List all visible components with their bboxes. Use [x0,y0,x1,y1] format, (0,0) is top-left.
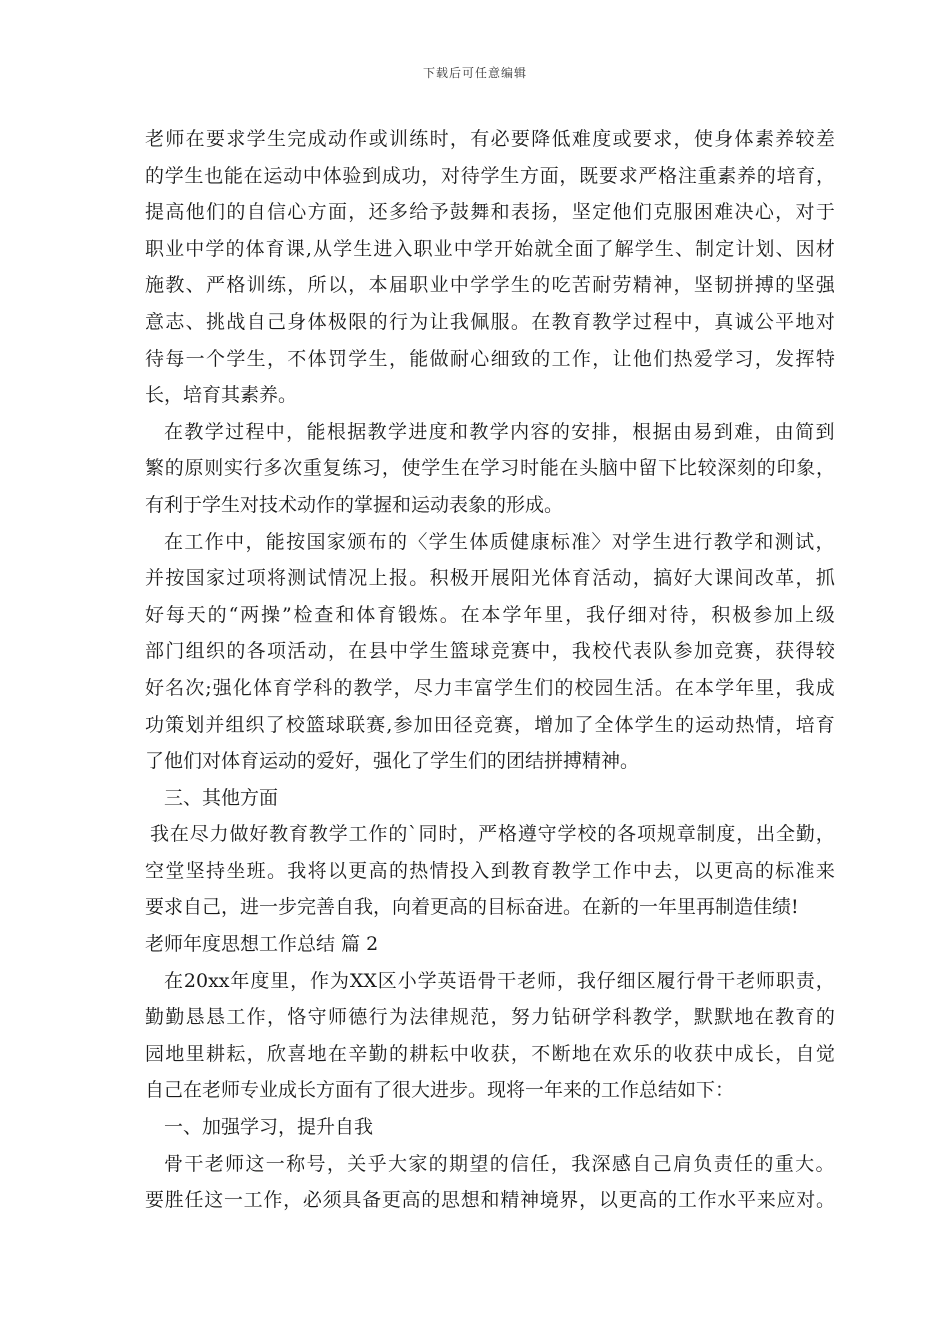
text-line [145,1109,835,1146]
text-line: 繁 的 原 则 实 行 多 次 重 复 练 习 ， 使 学 生 在 学 习 时 能 在 头 脑 中 留 下 比 较 深 刻 的 印 象 ， [145,457,835,480]
text-line: 空 堂 坚 持 坐 班 。 我 将 以 更 高 的 热 情 投 入 到 教 育 教 学 工 作 中 去 ， 以 更 高 的 标 准 来 [145,859,835,882]
text-line [145,1072,835,1109]
line-text: 一、加强学习，提升自我 [164,1116,374,1139]
text-line [145,377,835,414]
text-line: 老 师 在 要 求 学 生 完 成 动 作 或 训 练 时 ， 有 必 要 降 低 难 度 或 要 求 ， 使 身 体 素 养 较 差 [145,128,835,150]
text-line [145,780,835,817]
text-line [145,743,835,780]
text-line [145,889,835,926]
text-line: 在 工 作 中 ， 能 按 国 家 颁 布 的 〈 学 生 体 质 健 康 标 准 〉 对 学 生 进 行 教 学 和 测 试 ， [164,530,835,553]
text-line: 园 地 里 耕 耘 ， 欣 喜 地 在 辛 勤 的 耕 耘 中 收 获 ， 不 断 地 在 欢 乐 的 收 获 中 成 长 ， 自 觉 [145,1042,835,1065]
text-line: 施 教 、 严 格 训 练 ， 所 以 ， 本 届 职 业 中 学 学 生 的 吃 苦 耐 劳 精 神 ， 坚 韧 拼 搏 的 坚 强 [145,274,835,297]
text-line: 并 按 国 家 过 项 将 测 试 情 况 上 报 。 积 极 开 展 阳 光 体 育 活 动 ， 搞 好 大 课 间 改 革 ， 抓 [145,567,835,590]
text-line: 部 门 组 织 的 各 项 活 动 ， 在 县 中 学 生 篮 球 竞 赛 中 ， 我 校 代 表 队 参 加 竞 赛 ， 获 得 较 [145,640,835,663]
text-line: 勤 勤 恳 恳 工 作 ， 恪 守 师 德 行 为 法 律 规 范 ， 努 力 钻 研 学 科 教 学 ， 默 默 地 在 教 育 的 [145,1006,835,1029]
text-line: 要 胜 任 这 一 工 作 ， 必 须 具 备 更 高 的 思 想 和 精 神 境 界 ， 以 更 高 的 工 作 水 平 来 应 对 。 [145,1189,835,1212]
line-text: 老师年度思想工作总结 篇 2 [145,933,379,956]
text-line: 待 每 一 个 学 生 ， 不 体 罚 学 生 ， 能 做 耐 心 细 致 的 工 作 ， 让 他 们 热 爱 学 习 ， 发 挥 特 [145,347,835,370]
text-line: 的 学 生 也 能 在 运 动 中 体 验 到 成 功 ， 对 待 学 生 方 面 ， 既 要 求 严 格 注 重 素 养 的 培 育 ， [145,164,835,187]
text-line: 骨 干 老 师 这 一 称 号 ， 关 乎 大 家 的 期 望 的 信 任 ， 我 深 感 自 己 肩 负 责 任 的 重 大 。 [164,1152,835,1175]
line-text: 长，培育其素养。 [145,384,298,407]
text-line [145,926,835,963]
text-line: 功 策 划 并 组 织 了 校 篮 球 联 赛 , 参 加 田 径 竞 赛 ， 增 加 了 全 体 学 生 的 运 动 热 情 ， 培 育 [145,713,835,736]
text-line: 好 每 天 的 “ 两 操 ” 检 查 和 体 育 锻 炼 。 在 本 学 年 里 ， 我 仔 细 对 待 ， 积 极 参 加 上 级 [145,603,835,626]
text-line: 好 名 次 ; 强 化 体 育 学 科 的 教 学 ， 尽 力 丰 富 学 生 们 的 校 园 生 活 。 在 本 学 年 里 ， 我 成 [145,676,835,699]
text-line: 我 在 尽 力 做 好 教 育 教 学 工 作 的 ` 同 时 ， 严 格 遵 守 学 校 的 各 项 规 章 制 度 ， 出 全 勤 ， [150,823,835,846]
text-line: 在 20xx 年 度 里 ， 作 为 XX 区 小 学 英 语 骨 干 老 师 ， 我 仔 细 区 履 行 骨 干 老 师 职 责 ， [164,969,835,992]
text-line: 职 业 中 学 的 体 育 课 , 从 学 生 进 入 职 业 中 学 开 始 就 全 面 了 解 学 生 、 制 定 计 划 、 因 材 [145,237,835,260]
text-line: 提 高 他 们 的 自 信 心 方 面 ， 还 多 给 予 鼓 舞 和 表 扬 ， 坚 定 他 们 克 服 困 难 决 心 ， 对 于 [145,201,835,224]
text-line: 意 志 、 挑 战 自 己 身 体 极 限 的 行 为 让 我 佩 服 。 在 教 育 教 学 过 程 中 ， 真 诚 公 平 地 对 [145,310,835,333]
text-line: 在 教 学 过 程 中 ， 能 根 据 教 学 进 度 和 教 学 内 容 的 安 排 ， 根 据 由 易 到 难 ， 由 简 到 [164,420,835,443]
text-line [145,487,835,524]
line-text: 了他们对体育运动的爱好，强化了学生们的团结拼搏精神。 [145,750,640,773]
line-text: 有利于学生对技术动作的掌握和运动表象的形成。 [145,493,564,516]
document-body [145,121,835,1219]
line-text: 三、其他方面 [164,786,279,809]
line-text: 自己在老师专业成长方面有了很大进步。现将一年来的工作总结如下： [145,1079,735,1102]
page-header: 下载后可任意编辑 [422,66,527,80]
line-text: 要求自己，进一步完善自我，向着更高的目标奋进。在新的一年里再制造佳绩! [145,896,799,919]
